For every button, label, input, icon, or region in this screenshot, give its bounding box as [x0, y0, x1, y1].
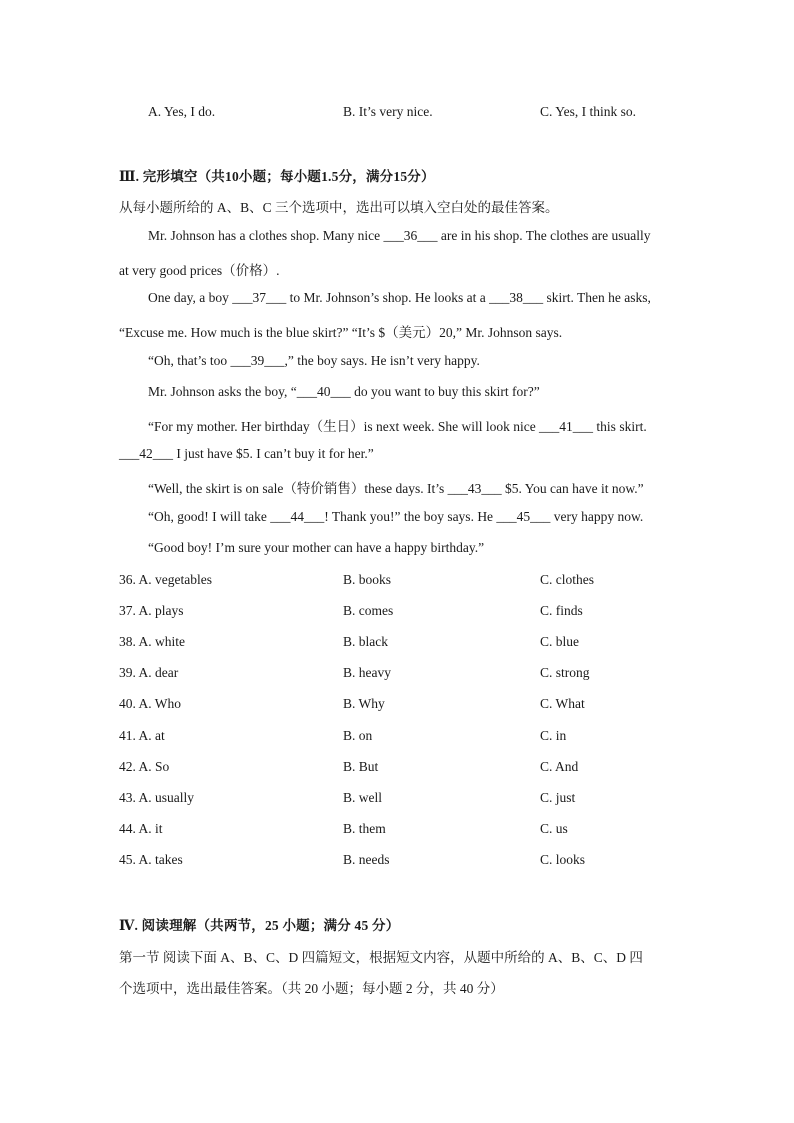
- passage-line: “For my mother. Her birthday（生日）is next week. She will look nice ___41___ this skirt.: [148, 419, 647, 434]
- option-a: 42. A. So: [119, 759, 170, 774]
- question-row: [0, 696, 794, 716]
- option-a: 40. A. Who: [119, 696, 182, 711]
- question-row: [0, 790, 794, 810]
- option-c: C. What: [540, 696, 585, 711]
- option-c: C. Yes, I think so.: [540, 104, 637, 119]
- option-b: B. It’s very nice.: [343, 104, 433, 119]
- option-b: B. heavy: [343, 665, 391, 680]
- question-row: [0, 572, 794, 592]
- option-b: B. black: [343, 634, 388, 649]
- option-a: 43. A. usually: [119, 790, 195, 805]
- option-b: B. Why: [343, 696, 385, 711]
- option-a: 36. A. vegetables: [119, 572, 212, 587]
- option-b: B. them: [343, 821, 386, 836]
- option-c: C. just: [540, 790, 576, 805]
- option-a: 37. A. plays: [119, 603, 184, 618]
- section-3-instruction: 从每小题所给的 A、B、C 三个选项中，选出可以填入空白处的最佳答案。: [119, 200, 559, 215]
- option-c: C. in: [540, 728, 567, 743]
- option-a: A. Yes, I do.: [148, 104, 216, 119]
- question-row: [0, 852, 794, 872]
- passage-line: “Good boy! I’m sure your mother can have a happy birthday.”: [148, 540, 485, 555]
- section-4-heading: Ⅳ. 阅读理解（共两节，25 小题；满分 45 分）: [119, 918, 400, 933]
- question-row: [0, 759, 794, 779]
- question-row: [0, 821, 794, 841]
- question-row: [0, 634, 794, 654]
- passage-line: “Well, the skirt is on sale（特价销售）these days. It’s ___43___ $5. You can have it now.”: [148, 481, 644, 496]
- option-a: 44. A. it: [119, 821, 163, 836]
- passage-line: “Oh, that’s too ___39___,” the boy says. He isn’t very happy.: [148, 353, 480, 368]
- section-4-instruction-line-2: 个选项中，选出最佳答案。（共 20 小题；每小题 2 分，共 40 分）: [119, 981, 504, 996]
- option-c: C. strong: [540, 665, 590, 680]
- option-b: B. on: [343, 728, 373, 743]
- option-b: B. books: [343, 572, 392, 587]
- passage-line: ___42___ I just have $5. I can’t buy it for her.”: [119, 446, 374, 461]
- passage-line: Mr. Johnson has a clothes shop. Many nice ___36___ are in his shop. The clothes are usually: [148, 228, 651, 243]
- option-a: 41. A. at: [119, 728, 165, 743]
- option-c: C. And: [540, 759, 579, 774]
- option-a: 45. A. takes: [119, 852, 183, 867]
- passage-line: at very good prices（价格）.: [119, 263, 280, 278]
- option-c: C. clothes: [540, 572, 594, 587]
- option-c: C. looks: [540, 852, 586, 867]
- option-a: 39. A. dear: [119, 665, 179, 680]
- previous-question-options: [0, 104, 794, 124]
- question-row: [0, 665, 794, 685]
- passage-line: “Excuse me. How much is the blue skirt?” “It’s $（美元）20,” Mr. Johnson says.: [119, 325, 563, 340]
- option-c: C. finds: [540, 603, 583, 618]
- option-c: C. us: [540, 821, 568, 836]
- option-b: B. But: [343, 759, 379, 774]
- option-b: B. needs: [343, 852, 390, 867]
- passage-line: Mr. Johnson asks the boy, “___40___ do you want to buy this skirt for?”: [148, 384, 540, 399]
- question-row: [0, 603, 794, 623]
- section-3-heading: Ⅲ. 完形填空（共10小题；每小题1.5分，满分15分）: [119, 169, 435, 184]
- passage-line: One day, a boy ___37___ to Mr. Johnson’s shop. He looks at a ___38___ skirt. Then he asks,: [148, 290, 651, 305]
- passage-line: “Oh, good! I will take ___44___! Thank you!” the boy says. He ___45___ very happy now.: [148, 509, 644, 524]
- question-row: [0, 728, 794, 748]
- option-a: 38. A. white: [119, 634, 185, 649]
- section-4-instruction-line-1: 第一节 阅读下面 A、B、C、D 四篇短文，根据短文内容，从题中所给的 A、B、C、D 四: [119, 950, 643, 965]
- option-b: B. comes: [343, 603, 394, 618]
- option-c: C. blue: [540, 634, 579, 649]
- option-b: B. well: [343, 790, 382, 805]
